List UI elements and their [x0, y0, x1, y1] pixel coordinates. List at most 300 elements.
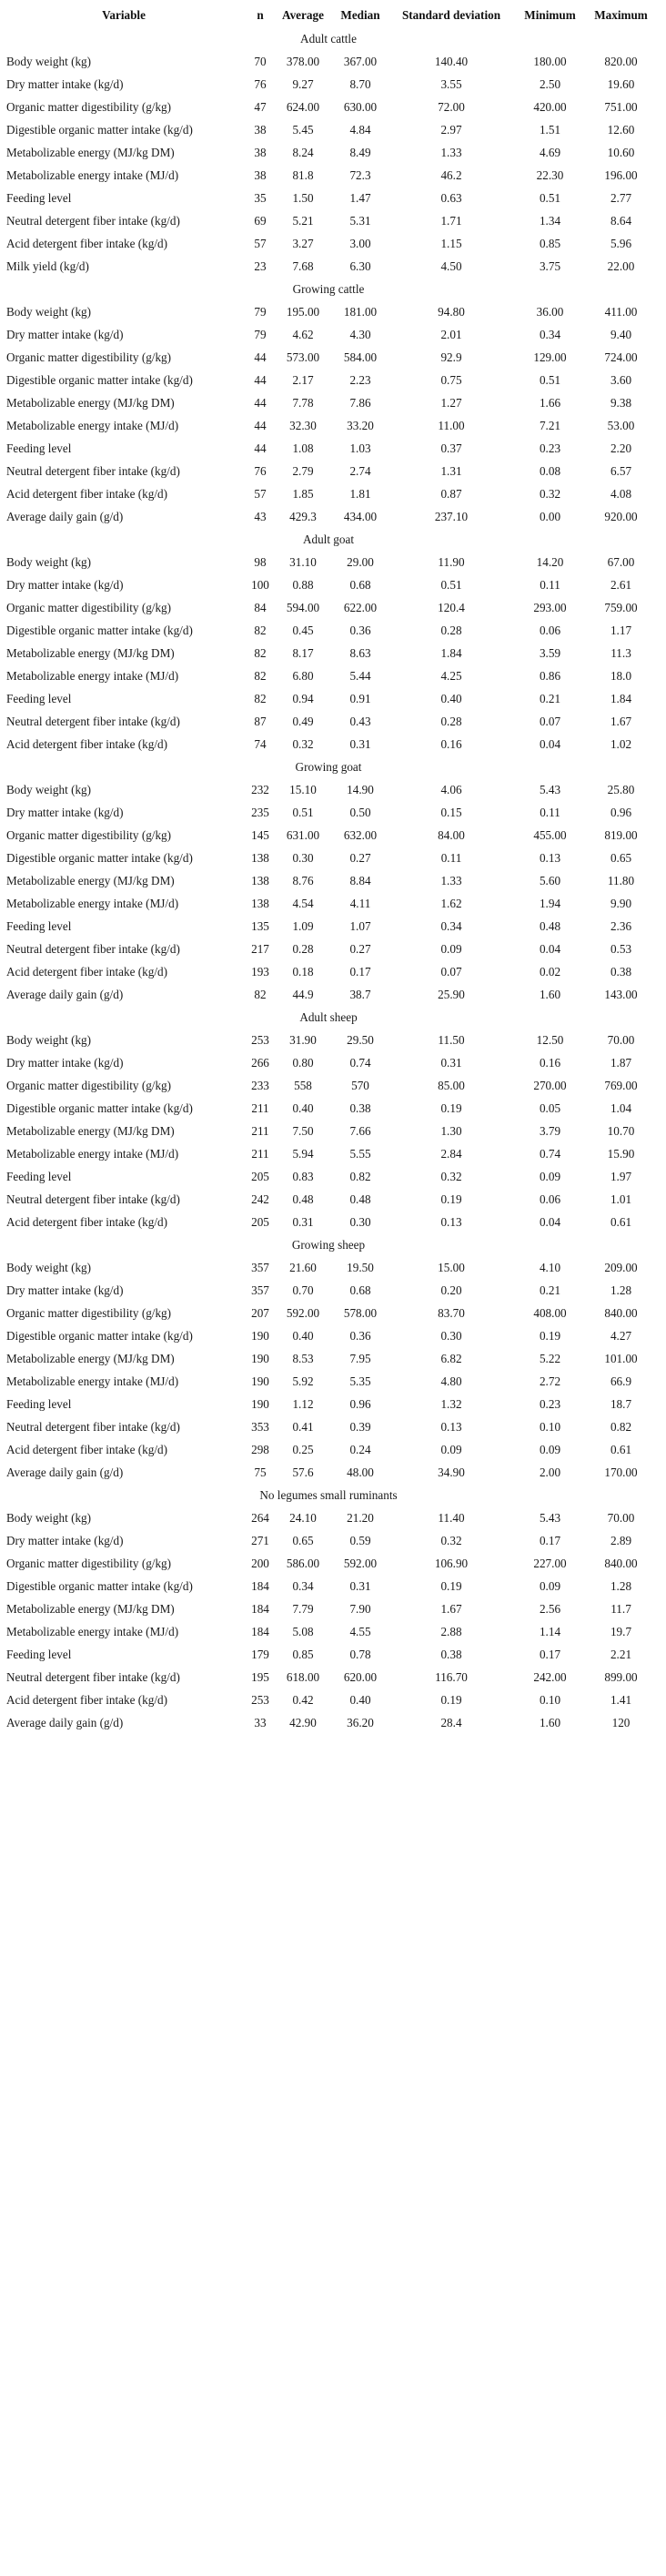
group-title: Adult goat: [302, 532, 355, 546]
table-row: [2, 1575, 655, 1597]
cell-n: 217: [251, 941, 269, 956]
cell-standard-deviation: 0.11: [440, 850, 462, 865]
table-row: [2, 414, 655, 437]
cell-average: 0.70: [292, 1283, 314, 1297]
cell-maximum: 0.82: [610, 1419, 632, 1434]
cell-average: 0.31: [292, 1214, 314, 1229]
cell-maximum: 1.28: [610, 1578, 632, 1593]
cell-median: 630.00: [343, 99, 378, 114]
cell-standard-deviation: 0.13: [440, 1214, 462, 1229]
cell-n: 207: [251, 1305, 269, 1320]
cell-average: 44.9: [292, 987, 314, 1001]
cell-n: 271: [251, 1533, 269, 1547]
cell-maximum: 120: [611, 1715, 631, 1729]
cell-average: 5.45: [292, 122, 314, 137]
table-row: [2, 1461, 655, 1484]
table-row: [2, 300, 655, 323]
cell-maximum: 66.9: [610, 1374, 632, 1388]
table-row: [2, 1438, 655, 1461]
cell-minimum: 1.94: [539, 896, 561, 910]
cell-variable: Metabolizable energy intake (MJ/d): [6, 896, 179, 910]
cell-maximum: 1.41: [610, 1692, 632, 1707]
cell-standard-deviation: 0.87: [440, 486, 462, 501]
cell-variable: Metabolizable energy (MJ/kg DM): [6, 1123, 175, 1138]
cell-n: 82: [254, 987, 267, 1001]
cell-average: 8.17: [292, 645, 314, 660]
cell-average: 8.53: [292, 1351, 314, 1365]
cell-n: 190: [251, 1328, 269, 1343]
cell-median: 0.40: [349, 1692, 371, 1707]
cell-maximum: 411.00: [604, 304, 638, 319]
cell-n: 184: [251, 1578, 269, 1593]
table-row: [2, 141, 655, 164]
cell-n: 184: [251, 1601, 269, 1616]
cell-n: 44: [254, 418, 267, 432]
cell-median: 0.91: [349, 691, 371, 705]
cell-maximum: 10.60: [607, 145, 635, 159]
header-standard-deviation: Standard deviation: [401, 8, 501, 22]
cell-standard-deviation: 15.00: [438, 1260, 465, 1274]
cell-median: 0.31: [349, 1578, 371, 1593]
cell-n: 138: [251, 896, 269, 910]
cell-median: 36.20: [347, 1715, 374, 1729]
cell-standard-deviation: 3.55: [440, 76, 462, 91]
cell-n: 75: [254, 1465, 267, 1479]
cell-n: 38: [254, 167, 267, 182]
cell-variable: Organic matter digestibility (g/kg): [6, 1078, 172, 1092]
cell-median: 8.49: [349, 145, 371, 159]
cell-n: 74: [254, 736, 267, 751]
group-header-row: [2, 1006, 655, 1029]
cell-average: 195.00: [286, 304, 320, 319]
cell-variable: Dry matter intake (kg/d): [6, 327, 124, 341]
cell-median: 620.00: [343, 1669, 378, 1684]
table-row: [2, 938, 655, 960]
cell-median: 6.30: [349, 259, 371, 273]
cell-minimum: 227.00: [533, 1556, 567, 1570]
table-row: [2, 187, 655, 209]
cell-median: 0.36: [349, 623, 371, 637]
cell-minimum: 0.74: [539, 1146, 561, 1161]
table-row: [2, 369, 655, 391]
cell-minimum: 0.21: [539, 691, 561, 705]
cell-median: 0.68: [349, 1283, 371, 1297]
table-row: [2, 505, 655, 528]
cell-maximum: 67.00: [607, 554, 635, 569]
cell-standard-deviation: 1.71: [440, 213, 462, 228]
cell-median: 14.90: [347, 782, 374, 796]
table-row: [2, 164, 655, 187]
cell-average: 0.42: [292, 1692, 314, 1707]
table-row: [2, 1393, 655, 1415]
cell-variable: Milk yield (kg/d): [6, 259, 89, 273]
table-row: [2, 96, 655, 118]
cell-average: 0.25: [292, 1442, 314, 1456]
cell-standard-deviation: 0.15: [440, 805, 462, 819]
cell-variable: Metabolizable energy (MJ/kg DM): [6, 1351, 175, 1365]
cell-variable: Metabolizable energy (MJ/kg DM): [6, 145, 175, 159]
cell-minimum: 0.17: [539, 1533, 561, 1547]
table-row: [2, 1370, 655, 1393]
cell-minimum: 4.69: [539, 145, 561, 159]
cell-n: 138: [251, 850, 269, 865]
cell-median: 0.17: [349, 964, 371, 979]
cell-standard-deviation: 237.10: [434, 509, 469, 523]
cell-minimum: 0.04: [539, 1214, 561, 1229]
cell-standard-deviation: 0.19: [440, 1578, 462, 1593]
cell-variable: Digestible organic matter intake (kg/d): [6, 1328, 193, 1343]
cell-standard-deviation: 0.38: [440, 1647, 462, 1661]
cell-median: 0.50: [349, 805, 371, 819]
table-row: [2, 1120, 655, 1142]
cell-maximum: 0.53: [610, 941, 632, 956]
cell-variable: Acid detergent fiber intake (kg/d): [6, 1692, 167, 1707]
table-row: [2, 687, 655, 710]
cell-variable: Body weight (kg): [6, 1032, 92, 1047]
cell-minimum: 0.04: [539, 941, 561, 956]
cell-median: 8.63: [349, 645, 371, 660]
table-row: [2, 1666, 655, 1689]
cell-median: 1.07: [349, 918, 371, 933]
cell-average: 32.30: [289, 418, 317, 432]
cell-minimum: 1.60: [539, 987, 561, 1001]
cell-variable: Digestible organic matter intake (kg/d): [6, 122, 193, 137]
cell-standard-deviation: 0.40: [440, 691, 462, 705]
cell-variable: Metabolizable energy intake (MJ/d): [6, 167, 179, 182]
cell-variable: Metabolizable energy (MJ/kg DM): [6, 873, 175, 887]
cell-n: 87: [254, 714, 267, 728]
table-row: [2, 551, 655, 573]
cell-variable: Body weight (kg): [6, 54, 92, 68]
cell-n: 57: [254, 236, 267, 250]
cell-standard-deviation: 2.88: [440, 1624, 462, 1638]
cell-average: 7.78: [292, 395, 314, 410]
header-maximum: Maximum: [594, 8, 648, 22]
table-row: [2, 1188, 655, 1211]
cell-median: 0.48: [349, 1192, 371, 1206]
cell-variable: Average daily gain (g/d): [6, 987, 124, 1001]
cell-variable: Feeding level: [6, 190, 72, 205]
header-median: Median: [340, 8, 380, 22]
cell-variable: Average daily gain (g/d): [6, 1715, 124, 1729]
cell-maximum: 819.00: [604, 827, 638, 842]
cell-standard-deviation: 0.19: [440, 1192, 462, 1206]
cell-maximum: 1.97: [610, 1169, 632, 1183]
cell-maximum: 5.96: [610, 236, 632, 250]
table-row: [2, 1029, 655, 1051]
table-row: [2, 710, 655, 733]
cell-standard-deviation: 0.19: [440, 1100, 462, 1115]
table-row: [2, 1689, 655, 1711]
cell-minimum: 0.11: [540, 577, 560, 592]
cell-maximum: 18.7: [610, 1396, 632, 1411]
cell-n: 82: [254, 691, 267, 705]
cell-n: 195: [251, 1669, 269, 1684]
cell-standard-deviation: 0.07: [440, 964, 462, 979]
cell-variable: Acid detergent fiber intake (kg/d): [6, 236, 167, 250]
cell-standard-deviation: 4.25: [440, 668, 462, 683]
cell-variable: Neutral detergent fiber intake (kg/d): [6, 213, 180, 228]
cell-n: 100: [251, 577, 269, 592]
cell-maximum: 1.28: [610, 1283, 632, 1297]
cell-median: 8.70: [349, 76, 371, 91]
cell-median: 29.00: [347, 554, 374, 569]
group-header-row: [2, 1233, 655, 1256]
cell-n: 76: [254, 463, 267, 478]
cell-median: 570: [351, 1078, 369, 1092]
cell-standard-deviation: 94.80: [438, 304, 465, 319]
cell-average: 1.50: [292, 190, 314, 205]
cell-variable: Body weight (kg): [6, 304, 92, 319]
cell-n: 69: [254, 213, 267, 228]
cell-n: 82: [254, 645, 267, 660]
cell-n: 44: [254, 350, 267, 364]
cell-minimum: 0.16: [539, 1055, 561, 1070]
cell-average: 618.00: [286, 1669, 320, 1684]
cell-maximum: 1.04: [610, 1100, 632, 1115]
cell-maximum: 0.38: [610, 964, 632, 979]
cell-standard-deviation: 0.09: [440, 941, 462, 956]
cell-minimum: 22.30: [536, 167, 564, 182]
cell-minimum: 0.23: [539, 441, 561, 455]
cell-median: 33.20: [347, 418, 374, 432]
cell-minimum: 2.00: [539, 1465, 561, 1479]
table-row: [2, 642, 655, 664]
table-row: [2, 1165, 655, 1188]
table-row: [2, 1074, 655, 1097]
cell-median: 632.00: [343, 827, 378, 842]
cell-average: 21.60: [289, 1260, 317, 1274]
cell-n: 253: [251, 1032, 269, 1047]
cell-median: 5.55: [349, 1146, 371, 1161]
cell-maximum: 2.21: [610, 1647, 632, 1661]
cell-standard-deviation: 0.63: [440, 190, 462, 205]
cell-variable: Neutral detergent fiber intake (kg/d): [6, 1419, 180, 1434]
cell-average: 0.45: [292, 623, 314, 637]
table-row: [2, 824, 655, 847]
table-row: [2, 1097, 655, 1120]
cell-average: 586.00: [286, 1556, 320, 1570]
cell-maximum: 8.64: [610, 213, 632, 228]
cell-maximum: 899.00: [604, 1669, 638, 1684]
cell-median: 0.30: [349, 1214, 371, 1229]
cell-median: 7.66: [349, 1123, 371, 1138]
cell-n: 33: [254, 1715, 267, 1729]
cell-average: 594.00: [286, 600, 320, 614]
cell-n: 353: [251, 1419, 269, 1434]
cell-average: 0.30: [292, 850, 314, 865]
cell-n: 357: [251, 1260, 269, 1274]
cell-standard-deviation: 2.97: [440, 122, 462, 137]
cell-n: 38: [254, 145, 267, 159]
cell-maximum: 143.00: [604, 987, 638, 1001]
cell-variable: Dry matter intake (kg/d): [6, 1055, 124, 1070]
group-title: No legumes small ruminants: [259, 1487, 398, 1502]
table-row: [2, 1415, 655, 1438]
cell-median: 4.55: [349, 1624, 371, 1638]
table-row: [2, 573, 655, 596]
cell-median: 0.27: [349, 941, 371, 956]
cell-maximum: 9.90: [610, 896, 632, 910]
cell-variable: Dry matter intake (kg/d): [6, 1533, 124, 1547]
cell-variable: Organic matter digestibility (g/kg): [6, 1305, 172, 1320]
table-row: [2, 323, 655, 346]
cell-average: 0.48: [292, 1192, 314, 1206]
group-header-row: [2, 278, 655, 300]
header-n: n: [257, 8, 264, 22]
table-row: [2, 1302, 655, 1324]
cell-variable: Average daily gain (g/d): [6, 509, 124, 523]
cell-standard-deviation: 0.19: [440, 1692, 462, 1707]
cell-average: 8.24: [292, 145, 314, 159]
cell-median: 181.00: [343, 304, 378, 319]
cell-maximum: 19.60: [607, 76, 635, 91]
cell-variable: Dry matter intake (kg/d): [6, 76, 124, 91]
cell-average: 0.51: [292, 805, 314, 819]
cell-maximum: 3.60: [610, 372, 632, 387]
cell-minimum: 0.07: [539, 714, 561, 728]
cell-standard-deviation: 120.4: [438, 600, 465, 614]
cell-standard-deviation: 1.67: [440, 1601, 462, 1616]
table-row: [2, 1051, 655, 1074]
cell-median: 0.43: [349, 714, 371, 728]
cell-standard-deviation: 92.9: [440, 350, 462, 364]
cell-median: 434.00: [343, 509, 378, 523]
cell-n: 79: [254, 327, 267, 341]
cell-variable: Metabolizable energy intake (MJ/d): [6, 418, 179, 432]
cell-minimum: 0.06: [539, 1192, 561, 1206]
cell-average: 1.09: [292, 918, 314, 933]
cell-standard-deviation: 25.90: [438, 987, 465, 1001]
cell-minimum: 0.23: [539, 1396, 561, 1411]
cell-variable: Digestible organic matter intake (kg/d): [6, 623, 193, 637]
cell-maximum: 1.67: [610, 714, 632, 728]
cell-maximum: 6.57: [610, 463, 632, 478]
cell-average: 5.92: [292, 1374, 314, 1388]
cell-maximum: 10.70: [607, 1123, 635, 1138]
cell-standard-deviation: 0.31: [440, 1055, 462, 1070]
cell-median: 0.39: [349, 1419, 371, 1434]
table-row: [2, 778, 655, 801]
cell-median: 7.86: [349, 395, 371, 410]
cell-variable: Feeding level: [6, 1647, 72, 1661]
cell-minimum: 0.02: [539, 964, 561, 979]
group-header-row: [2, 1484, 655, 1506]
cell-median: 1.47: [349, 190, 371, 205]
cell-average: 7.68: [292, 259, 314, 273]
cell-minimum: 5.43: [539, 782, 561, 796]
cell-n: 190: [251, 1374, 269, 1388]
cell-minimum: 3.75: [539, 259, 561, 273]
cell-standard-deviation: 116.70: [435, 1669, 468, 1684]
cell-minimum: 1.60: [539, 1715, 561, 1729]
group-title: Adult cattle: [300, 31, 357, 46]
cell-average: 4.62: [292, 327, 314, 341]
cell-average: 558: [294, 1078, 312, 1092]
cell-average: 0.49: [292, 714, 314, 728]
cell-standard-deviation: 0.34: [440, 918, 462, 933]
cell-minimum: 0.09: [539, 1169, 561, 1183]
cell-n: 35: [254, 190, 267, 205]
cell-minimum: 420.00: [533, 99, 567, 114]
cell-maximum: 1.02: [610, 736, 632, 751]
cell-average: 6.80: [292, 668, 314, 683]
cell-minimum: 0.21: [539, 1283, 561, 1297]
table-row: [2, 391, 655, 414]
cell-median: 2.74: [349, 463, 371, 478]
cell-maximum: 11.3: [610, 645, 631, 660]
table-row: [2, 1711, 655, 1734]
cell-n: 205: [251, 1169, 269, 1183]
cell-n: 184: [251, 1624, 269, 1638]
cell-variable: Average daily gain (g/d): [6, 1465, 124, 1479]
cell-variable: Acid detergent fiber intake (kg/d): [6, 964, 167, 979]
cell-maximum: 22.00: [607, 259, 635, 273]
cell-minimum: 0.13: [539, 850, 561, 865]
table-body: [2, 27, 655, 1734]
cell-minimum: 0.09: [539, 1442, 561, 1456]
cell-n: 145: [251, 827, 269, 842]
cell-n: 38: [254, 122, 267, 137]
cell-minimum: 5.43: [539, 1510, 561, 1525]
cell-average: 7.50: [292, 1123, 314, 1138]
header-average: Average: [282, 8, 324, 22]
cell-variable: Organic matter digestibility (g/kg): [6, 600, 172, 614]
cell-variable: Feeding level: [6, 691, 72, 705]
cell-average: 81.8: [292, 167, 314, 182]
cell-minimum: 0.48: [539, 918, 561, 933]
cell-maximum: 1.84: [610, 691, 632, 705]
cell-standard-deviation: 28.4: [440, 1715, 462, 1729]
table-row: [2, 209, 655, 232]
cell-median: 7.95: [349, 1351, 371, 1365]
cell-average: 573.00: [286, 350, 320, 364]
cell-maximum: 9.40: [610, 327, 632, 341]
cell-n: 357: [251, 1283, 269, 1297]
cell-maximum: 4.08: [610, 486, 632, 501]
table-row: [2, 1597, 655, 1620]
cell-average: 9.27: [292, 76, 314, 91]
cell-average: 7.79: [292, 1601, 314, 1616]
cell-variable: Feeding level: [6, 1396, 72, 1411]
cell-median: 7.90: [349, 1601, 371, 1616]
cell-minimum: 3.79: [539, 1123, 561, 1138]
cell-maximum: 209.00: [604, 1260, 638, 1274]
cell-average: 31.10: [289, 554, 317, 569]
cell-average: 5.21: [292, 213, 314, 228]
cell-maximum: 25.80: [607, 782, 635, 796]
cell-average: 1.08: [292, 441, 314, 455]
cell-standard-deviation: 11.40: [438, 1510, 465, 1525]
cell-maximum: 2.77: [610, 190, 632, 205]
cell-median: 0.59: [349, 1533, 371, 1547]
cell-maximum: 2.89: [610, 1533, 632, 1547]
cell-maximum: 101.00: [604, 1351, 638, 1365]
cell-average: 0.40: [292, 1100, 314, 1115]
cell-standard-deviation: 0.30: [440, 1328, 462, 1343]
table-row: [2, 346, 655, 369]
cell-standard-deviation: 1.33: [440, 145, 462, 159]
cell-n: 43: [254, 509, 267, 523]
cell-maximum: 11.80: [607, 873, 635, 887]
cell-maximum: 840.00: [604, 1556, 638, 1570]
cell-n: 205: [251, 1214, 269, 1229]
cell-average: 0.18: [292, 964, 314, 979]
cell-minimum: 0.19: [539, 1328, 561, 1343]
cell-variable: Acid detergent fiber intake (kg/d): [6, 486, 167, 501]
cell-median: 5.44: [349, 668, 371, 683]
cell-minimum: 2.72: [539, 1374, 561, 1388]
